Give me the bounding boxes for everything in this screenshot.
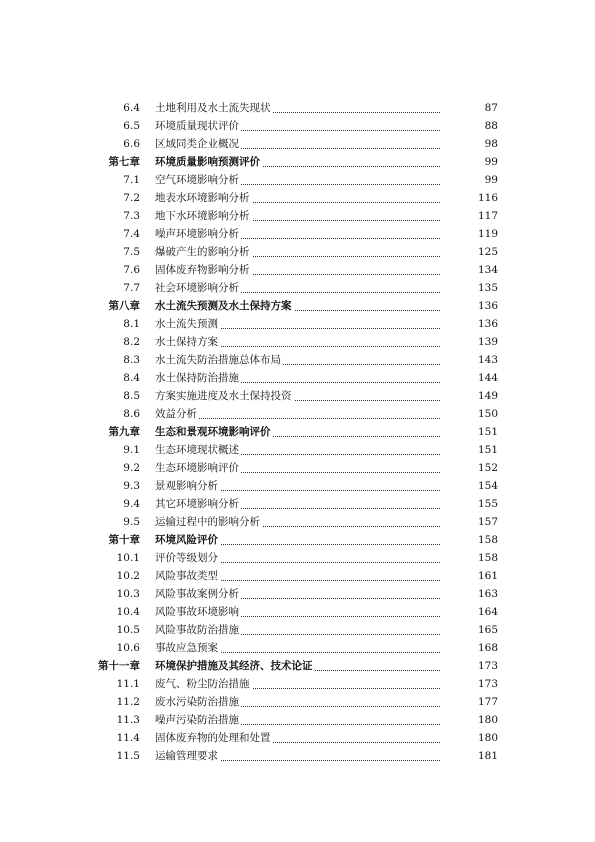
toc-entry-number: 第七章 <box>108 156 140 168</box>
toc-entry-title: 爆破产生的影响分析 <box>155 246 250 258</box>
toc-entry-number: 6.6 <box>123 138 140 150</box>
toc-chapter-entry[interactable] <box>0 657 595 675</box>
toc-entry-title: 废水污染防治措施 <box>155 696 239 708</box>
toc-entry-page-number: 117 <box>478 210 499 222</box>
toc-entry-number: 8.6 <box>123 408 140 420</box>
toc-chapter-entry[interactable] <box>0 531 595 549</box>
toc-entry-title-line <box>155 243 440 261</box>
toc-entry-page-number: 180 <box>478 732 499 744</box>
toc-entry-title: 地下水环境影响分析 <box>155 210 250 222</box>
toc-entry-title-line <box>155 279 440 297</box>
toc-entry-title: 风险事故类型 <box>155 570 218 582</box>
toc-entry-title: 生态环境现状概述 <box>155 444 239 456</box>
toc-section-entry[interactable] <box>0 99 595 117</box>
toc-entry-number: 10.6 <box>116 642 140 654</box>
toc-section-entry[interactable] <box>0 387 595 405</box>
toc-entry-page-number: 161 <box>478 570 499 582</box>
toc-entry-title: 水土流失预测 <box>155 318 218 330</box>
toc-entry-title: 废气、粉尘防治措施 <box>155 678 250 690</box>
toc-entry-title-line <box>155 387 440 405</box>
toc-section-entry[interactable] <box>0 729 595 747</box>
toc-entry-title-line <box>155 315 440 333</box>
toc-entry-number: 10.5 <box>116 624 140 636</box>
toc-entry-number: 11.2 <box>116 696 140 708</box>
toc-entry-page-number: 136 <box>478 300 499 312</box>
toc-entry-number: 9.4 <box>123 498 140 510</box>
toc-entry-title: 其它环境影响分析 <box>155 498 239 510</box>
toc-entry-number: 11.3 <box>116 714 140 726</box>
toc-entry-number: 8.2 <box>123 336 140 348</box>
toc-entry-title-line <box>155 513 440 531</box>
toc-section-entry[interactable] <box>0 495 595 513</box>
toc-entry-title: 环境质量影响预测评价 <box>155 156 260 168</box>
toc-section-entry[interactable] <box>0 567 595 585</box>
toc-entry-title: 景观影响分析 <box>155 480 218 492</box>
toc-entry-title-line <box>155 369 440 387</box>
toc-entry-page-number: 173 <box>478 678 499 690</box>
toc-entry-title-line <box>155 297 440 315</box>
toc-section-entry[interactable] <box>0 135 595 153</box>
toc-section-entry[interactable] <box>0 261 595 279</box>
toc-entry-title-line <box>155 171 440 189</box>
toc-entry-title: 水土保持防治措施 <box>155 372 239 384</box>
toc-entry-number: 6.4 <box>123 102 140 114</box>
toc-entry-page-number: 99 <box>484 174 498 186</box>
toc-entry-title: 生态和景观环境影响评价 <box>155 426 271 438</box>
toc-entry-number: 11.1 <box>116 678 140 690</box>
toc-entry-number: 7.4 <box>123 228 140 240</box>
toc-entry-page-number: 99 <box>484 156 498 168</box>
toc-entry-page-number: 143 <box>478 354 499 366</box>
toc-entry-title: 风险事故案例分析 <box>155 588 239 600</box>
toc-section-entry[interactable] <box>0 225 595 243</box>
toc-entry-title: 风险事故环境影响 <box>155 606 239 618</box>
toc-chapter-entry[interactable] <box>0 297 595 315</box>
toc-section-entry[interactable] <box>0 207 595 225</box>
toc-section-entry[interactable] <box>0 675 595 693</box>
toc-section-entry[interactable] <box>0 369 595 387</box>
toc-entry-number: 9.2 <box>123 462 140 474</box>
toc-entry-number: 8.3 <box>123 354 140 366</box>
toc-entry-title: 环境质量现状评价 <box>155 120 239 132</box>
toc-entry-page-number: 152 <box>478 462 499 474</box>
toc-entry-number: 7.7 <box>123 282 140 294</box>
toc-entry-number: 第十章 <box>108 534 140 546</box>
toc-entry-title-line <box>155 135 440 153</box>
toc-entry-number: 7.1 <box>123 174 140 186</box>
toc-entry-title: 事故应急预案 <box>155 642 218 654</box>
toc-entry-title: 区域同类企业概况 <box>155 138 239 150</box>
toc-chapter-entry[interactable] <box>0 153 595 171</box>
toc-entry-title: 评价等级划分 <box>155 552 218 564</box>
toc-entry-number: 9.5 <box>123 516 140 528</box>
toc-entry-page-number: 163 <box>478 588 499 600</box>
toc-entry-page-number: 168 <box>478 642 499 654</box>
toc-entry-title-line <box>155 621 440 639</box>
toc-section-entry[interactable] <box>0 477 595 495</box>
toc-section-entry[interactable] <box>0 711 595 729</box>
toc-entry-title-line <box>155 153 440 171</box>
toc-entry-number: 6.5 <box>123 120 140 132</box>
toc-entry-page-number: 150 <box>478 408 499 420</box>
toc-entry-page-number: 151 <box>478 426 499 438</box>
toc-entry-title: 效益分析 <box>155 408 197 420</box>
toc-entry-number: 7.5 <box>123 246 140 258</box>
toc-entry-number: 9.3 <box>123 480 140 492</box>
toc-entry-page-number: 125 <box>478 246 499 258</box>
toc-entry-title: 水土保持方案 <box>155 336 218 348</box>
toc-entry-number: 7.2 <box>123 192 140 204</box>
toc-entry-title-line <box>155 261 440 279</box>
toc-entry-title: 风险事故防治措施 <box>155 624 239 636</box>
toc-entry-number: 9.1 <box>123 444 140 456</box>
toc-entry-title-line <box>155 207 440 225</box>
toc-entry-number: 11.4 <box>116 732 140 744</box>
toc-entry-title-line <box>155 675 440 693</box>
toc-section-entry[interactable] <box>0 459 595 477</box>
table-of-contents <box>0 99 595 765</box>
toc-entry-title: 水土流失防治措施总体布局 <box>155 354 281 366</box>
toc-entry-page-number: 165 <box>478 624 499 636</box>
toc-entry-page-number: 180 <box>478 714 499 726</box>
toc-entry-number: 第十一章 <box>98 660 140 672</box>
toc-entry-page-number: 158 <box>478 534 499 546</box>
toc-entry-page-number: 154 <box>478 480 499 492</box>
toc-entry-title: 固体废弃物的处理和处置 <box>155 732 271 744</box>
toc-entry-page-number: 157 <box>478 516 499 528</box>
toc-entry-title-line <box>155 747 440 765</box>
toc-entry-number: 7.6 <box>123 264 140 276</box>
toc-entry-title-line <box>155 711 440 729</box>
toc-entry-page-number: 173 <box>478 660 499 672</box>
toc-entry-title-line <box>155 459 440 477</box>
toc-entry-number: 10.4 <box>116 606 140 618</box>
toc-entry-title: 噪声污染防治措施 <box>155 714 239 726</box>
toc-section-entry[interactable] <box>0 747 595 765</box>
toc-entry-title: 水土流失预测及水土保持方案 <box>155 300 292 312</box>
toc-entry-title: 环境保护措施及其经济、技术论证 <box>155 660 313 672</box>
toc-entry-title: 社会环境影响分析 <box>155 282 239 294</box>
toc-entry-title: 生态环境影响评价 <box>155 462 239 474</box>
toc-entry-page-number: 119 <box>478 228 499 240</box>
toc-entry-page-number: 151 <box>478 444 499 456</box>
toc-entry-title-line <box>155 657 440 675</box>
toc-section-entry[interactable] <box>0 279 595 297</box>
toc-entry-title-line <box>155 423 440 441</box>
toc-section-entry[interactable] <box>0 513 595 531</box>
toc-entry-page-number: 135 <box>478 282 499 294</box>
toc-entry-page-number: 88 <box>484 120 498 132</box>
toc-entry-title-line <box>155 531 440 549</box>
toc-entry-title-line <box>155 117 440 135</box>
toc-entry-page-number: 158 <box>478 552 499 564</box>
toc-entry-title: 环境风险评价 <box>155 534 218 546</box>
toc-entry-title-line <box>155 225 440 243</box>
toc-entry-page-number: 181 <box>478 750 499 762</box>
toc-entry-title: 运输过程中的影响分析 <box>155 516 260 528</box>
toc-entry-title-line <box>155 405 440 423</box>
toc-entry-title-line <box>155 639 440 657</box>
toc-entry-page-number: 116 <box>478 192 499 204</box>
toc-entry-title-line <box>155 603 440 621</box>
toc-section-entry[interactable] <box>0 171 595 189</box>
toc-section-entry[interactable] <box>0 189 595 207</box>
toc-section-entry[interactable] <box>0 315 595 333</box>
toc-entry-title-line <box>155 549 440 567</box>
toc-entry-number: 10.2 <box>116 570 140 582</box>
toc-entry-title-line <box>155 189 440 207</box>
toc-entry-title: 空气环境影响分析 <box>155 174 239 186</box>
toc-entry-page-number: 155 <box>478 498 499 510</box>
toc-entry-number: 8.4 <box>123 372 140 384</box>
toc-entry-title-line <box>155 351 440 369</box>
toc-entry-page-number: 136 <box>478 318 499 330</box>
toc-entry-page-number: 139 <box>478 336 499 348</box>
toc-entry-title: 噪声环境影响分析 <box>155 228 239 240</box>
toc-entry-number: 10.3 <box>116 588 140 600</box>
toc-entry-title: 方案实施进度及水土保持投资 <box>155 390 292 402</box>
toc-section-entry[interactable] <box>0 405 595 423</box>
toc-entry-number: 8.1 <box>123 318 140 330</box>
toc-entry-page-number: 98 <box>484 138 498 150</box>
toc-section-entry[interactable] <box>0 117 595 135</box>
toc-entry-title: 运输管理要求 <box>155 750 218 762</box>
toc-entry-number: 7.3 <box>123 210 140 222</box>
toc-entry-page-number: 134 <box>478 264 499 276</box>
toc-entry-title: 土地利用及水土流失现状 <box>155 102 271 114</box>
toc-chapter-entry[interactable] <box>0 423 595 441</box>
toc-entry-number: 11.5 <box>116 750 140 762</box>
toc-entry-number: 第八章 <box>108 300 140 312</box>
toc-entry-title-line <box>155 729 440 747</box>
toc-section-entry[interactable] <box>0 333 595 351</box>
toc-entry-title: 固体废弃物影响分析 <box>155 264 250 276</box>
toc-entry-title: 地表水环境影响分析 <box>155 192 250 204</box>
toc-entry-number: 10.1 <box>116 552 140 564</box>
toc-entry-title-line <box>155 333 440 351</box>
toc-entry-title-line <box>155 567 440 585</box>
toc-section-entry[interactable] <box>0 351 595 369</box>
toc-entry-title-line <box>155 477 440 495</box>
toc-section-entry[interactable] <box>0 585 595 603</box>
toc-entry-number: 8.5 <box>123 390 140 402</box>
toc-entry-title-line <box>155 585 440 603</box>
toc-section-entry[interactable] <box>0 693 595 711</box>
toc-entry-page-number: 177 <box>478 696 499 708</box>
toc-entry-number: 第九章 <box>108 426 140 438</box>
toc-entry-page-number: 144 <box>478 372 499 384</box>
toc-entry-page-number: 87 <box>484 102 498 114</box>
toc-entry-title-line <box>155 495 440 513</box>
toc-entry-title-line <box>155 441 440 459</box>
toc-entry-title-line <box>155 693 440 711</box>
toc-entry-page-number: 164 <box>478 606 499 618</box>
toc-section-entry[interactable] <box>0 621 595 639</box>
toc-entry-page-number: 149 <box>478 390 499 402</box>
toc-section-entry[interactable] <box>0 441 595 459</box>
toc-section-entry[interactable] <box>0 639 595 657</box>
toc-section-entry[interactable] <box>0 243 595 261</box>
toc-section-entry[interactable] <box>0 603 595 621</box>
toc-entry-title-line <box>155 99 440 117</box>
toc-section-entry[interactable] <box>0 549 595 567</box>
